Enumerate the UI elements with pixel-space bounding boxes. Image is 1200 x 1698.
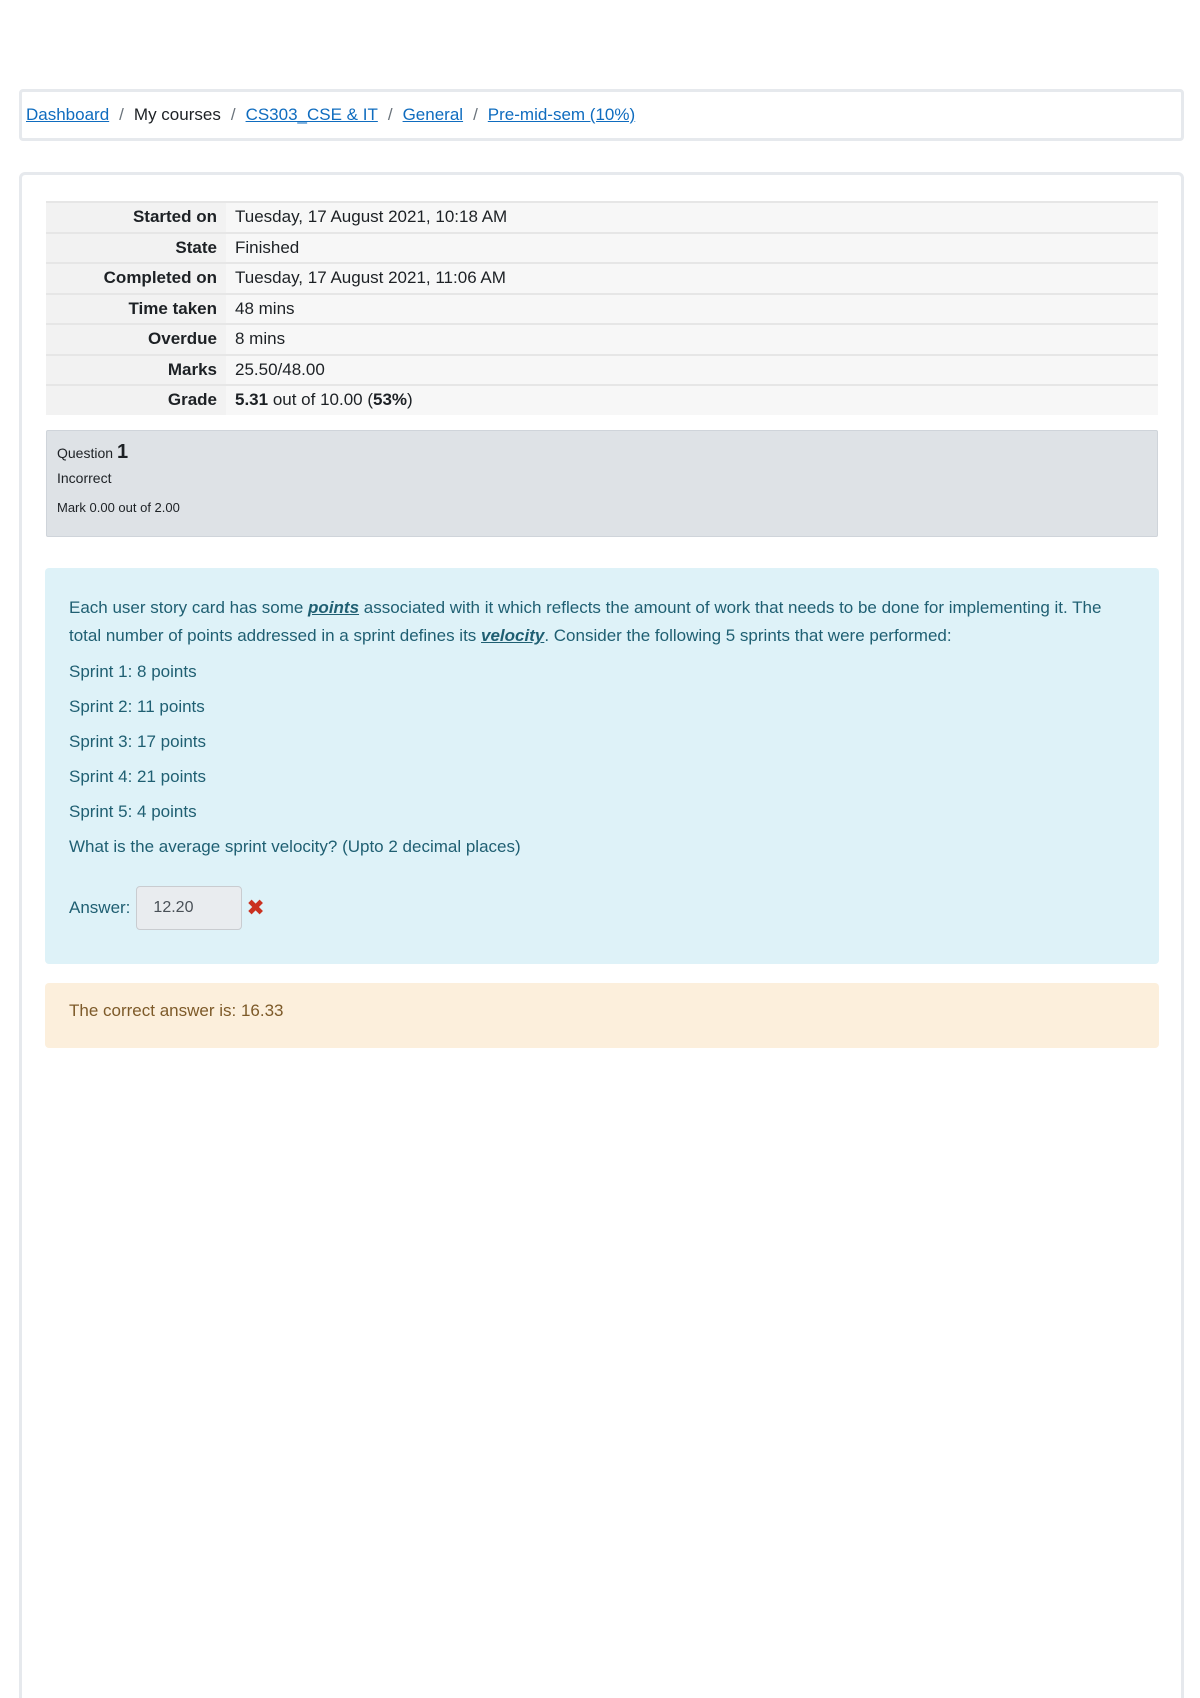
question-state: Incorrect (57, 470, 112, 486)
question-num: 1 (116, 441, 129, 463)
summary-value: Tuesday, 17 August 2021, 10:18 AM (226, 203, 1158, 232)
summary-label: Started on (46, 203, 226, 232)
breadcrumb-separator: / (230, 105, 236, 124)
sprint-item: Sprint 2: 11 points (69, 697, 205, 716)
question-prefix: Question (57, 445, 114, 461)
sprint-item: Sprint 1: 8 points (69, 662, 197, 681)
question-intro-c: . Consider the following 5 sprints that were performed: (544, 626, 952, 645)
breadcrumb-dashboard-link[interactable]: Dashboard (26, 105, 110, 124)
summary-row-state (46, 232, 1158, 263)
question-number (57, 441, 1147, 464)
sprint-item: Sprint 4: 21 points (69, 767, 207, 786)
quiz-review-card (19, 172, 1184, 1698)
breadcrumb (19, 89, 1184, 141)
summary-label: Time taken (46, 295, 226, 324)
breadcrumb-separator: / (387, 105, 393, 124)
attempt-summary-table (46, 201, 1158, 415)
breadcrumb-my-courses: My courses (133, 105, 221, 124)
question-intro-a: Each user story card has some (69, 598, 309, 617)
question-intro-b: associated with it which reflects the amount of work that needs to be done for implementing it. The total number of points addressed in a sprint defines its (69, 598, 1102, 645)
answer-label: Answer: (69, 898, 131, 917)
breadcrumb-separator: / (473, 105, 478, 124)
grade-percent: 53% (373, 390, 408, 409)
term-velocity: velocity (481, 626, 545, 645)
incorrect-icon: ✖ (246, 895, 265, 920)
question-text (69, 594, 1135, 650)
summary-row-started-on (46, 201, 1158, 232)
summary-label: State (46, 234, 226, 263)
question-prompt: What is the average sprint velocity? (Upto 2 decimal places) (69, 837, 521, 856)
breadcrumb-section-link[interactable]: General (402, 105, 464, 124)
grade-close: ) (407, 390, 413, 409)
breadcrumb-course-link[interactable]: CS303_CSE & IT (245, 105, 378, 124)
question-formulation (45, 568, 1159, 964)
summary-value: 48 mins (226, 295, 1158, 324)
summary-row-marks (46, 354, 1158, 385)
summary-value: 25.50/48.00 (226, 356, 1158, 385)
summary-label: Grade (46, 386, 226, 415)
question-info-panel (46, 430, 1158, 537)
grade-out-of: out of 10.00 ( (268, 390, 373, 409)
correct-answer-feedback: The correct answer is: 16.33 (45, 983, 1159, 1048)
summary-label: Completed on (46, 264, 226, 293)
sprint-item: Sprint 3: 17 points (69, 732, 207, 751)
summary-value: Finished (226, 234, 1158, 263)
answer-input[interactable]: 12.20 (136, 886, 242, 930)
answer-row (69, 886, 1135, 930)
summary-label: Overdue (46, 325, 226, 354)
summary-value (226, 386, 1158, 415)
summary-value: Tuesday, 17 August 2021, 11:06 AM (226, 264, 1158, 293)
question-grade: Mark 0.00 out of 2.00 (57, 500, 180, 515)
breadcrumb-separator: / (119, 105, 124, 124)
breadcrumb-quiz-link[interactable]: Pre-mid-sem (10%) (487, 105, 636, 124)
summary-row-grade (46, 384, 1158, 415)
summary-value: 8 mins (226, 325, 1158, 354)
summary-row-completed-on (46, 262, 1158, 293)
sprint-item: Sprint 5: 4 points (69, 802, 197, 821)
term-points: points (308, 598, 360, 617)
summary-label: Marks (46, 356, 226, 385)
summary-row-overdue (46, 323, 1158, 354)
summary-row-time-taken (46, 293, 1158, 324)
grade-score: 5.31 (235, 390, 269, 409)
